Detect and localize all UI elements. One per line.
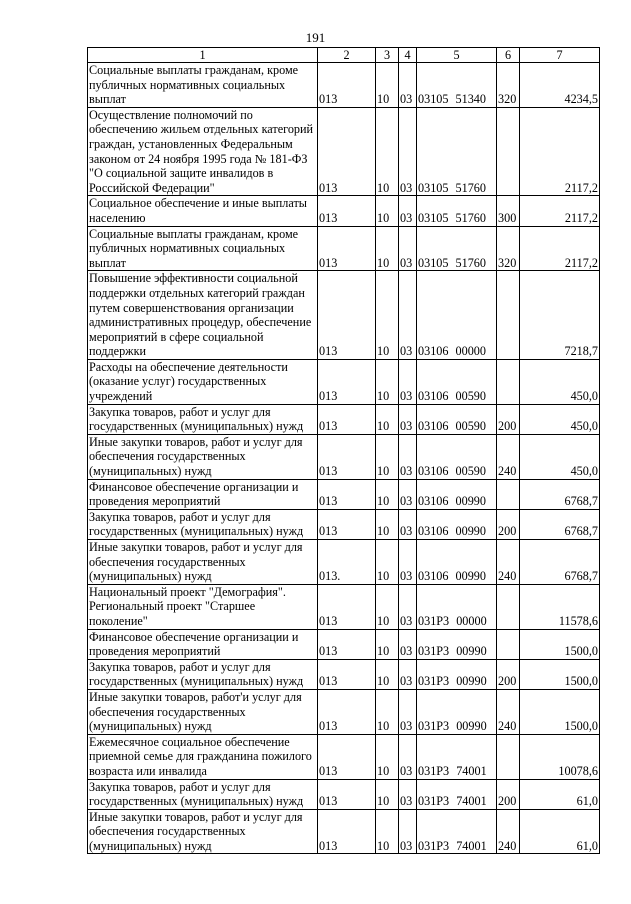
amount-cell: 450,0 <box>520 434 600 479</box>
column-header: 4 <box>399 48 417 63</box>
expense-type-cell: 240 <box>497 809 520 854</box>
item-name-cell: Закупка товаров, работ и услуг для государственных (муниципальных) нужд <box>88 659 318 689</box>
table-row <box>88 226 600 271</box>
table-row <box>88 779 600 809</box>
ministry-code-cell: 013 <box>318 271 376 360</box>
column-header: 5 <box>417 48 497 63</box>
subsection-code-cell: 03 <box>399 629 417 659</box>
subsection-code-cell: 03 <box>399 779 417 809</box>
budget-table <box>87 47 600 854</box>
section-code-cell: 10 <box>376 629 399 659</box>
table-row <box>88 809 600 854</box>
section-code-cell: 10 <box>376 63 399 108</box>
column-header: 6 <box>497 48 520 63</box>
amount-cell: 6768,7 <box>520 479 600 509</box>
section-code-cell: 10 <box>376 779 399 809</box>
item-name-cell: Закупка товаров, работ и услуг для государственных (муниципальных) нужд <box>88 404 318 434</box>
target-article-cell: 03106 00000 <box>417 271 497 360</box>
table-row <box>88 63 600 108</box>
column-header: 3 <box>376 48 399 63</box>
section-code-cell: 10 <box>376 584 399 629</box>
amount-cell: 6768,7 <box>520 509 600 539</box>
item-name-cell: Национальный проект "Демография". Региональный проект "Старшее поколение" <box>88 584 318 629</box>
ministry-code-cell: 013 <box>318 404 376 434</box>
amount-cell: 10078,6 <box>520 734 600 779</box>
target-article-cell: 031P3 74001 <box>417 779 497 809</box>
expense-type-cell: 200 <box>497 779 520 809</box>
target-article-cell: 031P3 00990 <box>417 659 497 689</box>
target-article-cell: 031P3 74001 <box>417 734 497 779</box>
amount-cell: 1500,0 <box>520 689 600 734</box>
expense-type-cell: 240 <box>497 689 520 734</box>
item-name-cell: Закупка товаров, работ и услуг для государственных (муниципальных) нужд <box>88 509 318 539</box>
amount-cell: 2117,2 <box>520 226 600 271</box>
subsection-code-cell: 03 <box>399 509 417 539</box>
subsection-code-cell: 03 <box>399 584 417 629</box>
target-article-cell: 03106 00990 <box>417 509 497 539</box>
amount-cell: 4234,5 <box>520 63 600 108</box>
amount-cell: 1500,0 <box>520 659 600 689</box>
item-name-cell: Повышение эффективности социальной поддержки отдельных категорий граждан путем совершенствования организации административных процедур, обеспечение мероприятий в сфере социальной поддержки <box>88 271 318 360</box>
section-code-cell: 10 <box>376 404 399 434</box>
subsection-code-cell: 03 <box>399 479 417 509</box>
target-article-cell: 031P3 74001 <box>417 809 497 854</box>
amount-cell: 2117,2 <box>520 107 600 196</box>
table-row <box>88 359 600 404</box>
amount-cell: 450,0 <box>520 404 600 434</box>
target-article-cell: 031P3 00990 <box>417 629 497 659</box>
subsection-code-cell: 03 <box>399 404 417 434</box>
target-article-cell: 031P3 00990 <box>417 689 497 734</box>
table-row <box>88 689 600 734</box>
table-row <box>88 540 600 585</box>
expense-type-cell: 320 <box>497 63 520 108</box>
section-code-cell: 10 <box>376 359 399 404</box>
column-header: 1 <box>88 48 318 63</box>
target-article-cell: 031P3 00000 <box>417 584 497 629</box>
table-row <box>88 434 600 479</box>
item-name-cell: Финансовое обеспечение организации и проведения мероприятий <box>88 479 318 509</box>
table-row <box>88 479 600 509</box>
item-name-cell: Закупка товаров, работ и услуг для государственных (муниципальных) нужд <box>88 779 318 809</box>
expense-type-cell: 300 <box>497 196 520 226</box>
ministry-code-cell: 013 <box>318 434 376 479</box>
section-code-cell: 10 <box>376 434 399 479</box>
table-row <box>88 584 600 629</box>
table-row <box>88 196 600 226</box>
expense-type-cell: 200 <box>497 659 520 689</box>
item-name-cell: Иные закупки товаров, работ'и услуг для обеспечения государственных (муниципальных) нужд <box>88 689 318 734</box>
ministry-code-cell: 013 <box>318 734 376 779</box>
section-code-cell: 10 <box>376 226 399 271</box>
column-header: 2 <box>318 48 376 63</box>
page-number: 191 <box>305 30 326 45</box>
target-article-cell: 03106 00590 <box>417 359 497 404</box>
amount-cell: 61,0 <box>520 779 600 809</box>
target-article-cell: 03105 51760 <box>417 226 497 271</box>
ministry-code-cell: 013. <box>318 540 376 585</box>
ministry-code-cell: 013 <box>318 107 376 196</box>
subsection-code-cell: 03 <box>399 196 417 226</box>
expense-type-cell <box>497 479 520 509</box>
subsection-code-cell: 03 <box>399 271 417 360</box>
item-name-cell: Ежемесячное социальное обеспечение приемной семье для гражданина пожилого возраста или инвалида <box>88 734 318 779</box>
table-row <box>88 629 600 659</box>
amount-cell: 61,0 <box>520 809 600 854</box>
section-code-cell: 10 <box>376 271 399 360</box>
expense-type-cell <box>497 107 520 196</box>
table-row <box>88 107 600 196</box>
expense-type-cell: 240 <box>497 540 520 585</box>
item-name-cell: Расходы на обеспечение деятельности (оказание услуг) государственных учреждений <box>88 359 318 404</box>
item-name-cell: Социальные выплаты гражданам, кроме публичных нормативных социальных выплат <box>88 63 318 108</box>
subsection-code-cell: 03 <box>399 809 417 854</box>
expense-type-cell <box>497 734 520 779</box>
section-code-cell: 10 <box>376 540 399 585</box>
section-code-cell: 10 <box>376 196 399 226</box>
expense-type-cell <box>497 629 520 659</box>
ministry-code-cell: 013 <box>318 226 376 271</box>
item-name-cell: Иные закупки товаров, работ и услуг для обеспечения государственных (муниципальных) нужд <box>88 434 318 479</box>
section-code-cell: 10 <box>376 809 399 854</box>
expense-type-cell: 240 <box>497 434 520 479</box>
item-name-cell: Социальное обеспечение и иные выплаты населению <box>88 196 318 226</box>
subsection-code-cell: 03 <box>399 359 417 404</box>
item-name-cell: Иные закупки товаров, работ и услуг для обеспечения государственных (муниципальных) нужд <box>88 540 318 585</box>
amount-cell: 11578,6 <box>520 584 600 629</box>
section-code-cell: 10 <box>376 734 399 779</box>
subsection-code-cell: 03 <box>399 63 417 108</box>
ministry-code-cell: 013 <box>318 689 376 734</box>
target-article-cell: 03105 51760 <box>417 107 497 196</box>
ministry-code-cell: 013 <box>318 659 376 689</box>
expense-type-cell: 320 <box>497 226 520 271</box>
expense-type-cell: 200 <box>497 509 520 539</box>
table-body <box>88 63 600 854</box>
target-article-cell: 03106 00990 <box>417 540 497 585</box>
expense-type-cell: 200 <box>497 404 520 434</box>
column-header: 7 <box>520 48 600 63</box>
amount-cell: 1500,0 <box>520 629 600 659</box>
section-code-cell: 10 <box>376 659 399 689</box>
subsection-code-cell: 03 <box>399 434 417 479</box>
header-row <box>88 48 600 63</box>
subsection-code-cell: 03 <box>399 734 417 779</box>
table-row <box>88 734 600 779</box>
section-code-cell: 10 <box>376 689 399 734</box>
expense-type-cell <box>497 271 520 360</box>
target-article-cell: 03106 00590 <box>417 404 497 434</box>
subsection-code-cell: 03 <box>399 540 417 585</box>
item-name-cell: Осуществление полномочий по обеспечению жильем отдельных категорий граждан, установленных Федеральным законом от 24 ноября 1995 года № 181-ФЗ "О социальной защите инвалидов в Российской Федерации" <box>88 107 318 196</box>
amount-cell: 6768,7 <box>520 540 600 585</box>
ministry-code-cell: 013 <box>318 509 376 539</box>
subsection-code-cell: 03 <box>399 226 417 271</box>
amount-cell: 450,0 <box>520 359 600 404</box>
target-article-cell: 03105 51760 <box>417 196 497 226</box>
expense-type-cell <box>497 584 520 629</box>
subsection-code-cell: 03 <box>399 689 417 734</box>
item-name-cell: Иные закупки товаров, работ и услуг для обеспечения государственных (муниципальных) нужд <box>88 809 318 854</box>
table-row <box>88 509 600 539</box>
ministry-code-cell: 013 <box>318 196 376 226</box>
ministry-code-cell: 013 <box>318 809 376 854</box>
item-name-cell: Финансовое обеспечение организации и проведения мероприятий <box>88 629 318 659</box>
ministry-code-cell: 013 <box>318 779 376 809</box>
table-row <box>88 271 600 360</box>
ministry-code-cell: 013 <box>318 63 376 108</box>
section-code-cell: 10 <box>376 509 399 539</box>
item-name-cell: Социальные выплаты гражданам, кроме публичных нормативных социальных выплат <box>88 226 318 271</box>
section-code-cell: 10 <box>376 479 399 509</box>
expense-type-cell <box>497 359 520 404</box>
table-row <box>88 659 600 689</box>
subsection-code-cell: 03 <box>399 107 417 196</box>
amount-cell: 7218,7 <box>520 271 600 360</box>
ministry-code-cell: 013 <box>318 359 376 404</box>
target-article-cell: 03106 00990 <box>417 479 497 509</box>
target-article-cell: 03105 51340 <box>417 63 497 108</box>
ministry-code-cell: 013 <box>318 629 376 659</box>
amount-cell: 2117,2 <box>520 196 600 226</box>
ministry-code-cell: 013 <box>318 584 376 629</box>
subsection-code-cell: 03 <box>399 659 417 689</box>
table-row <box>88 404 600 434</box>
target-article-cell: 03106 00590 <box>417 434 497 479</box>
ministry-code-cell: 013 <box>318 479 376 509</box>
section-code-cell: 10 <box>376 107 399 196</box>
